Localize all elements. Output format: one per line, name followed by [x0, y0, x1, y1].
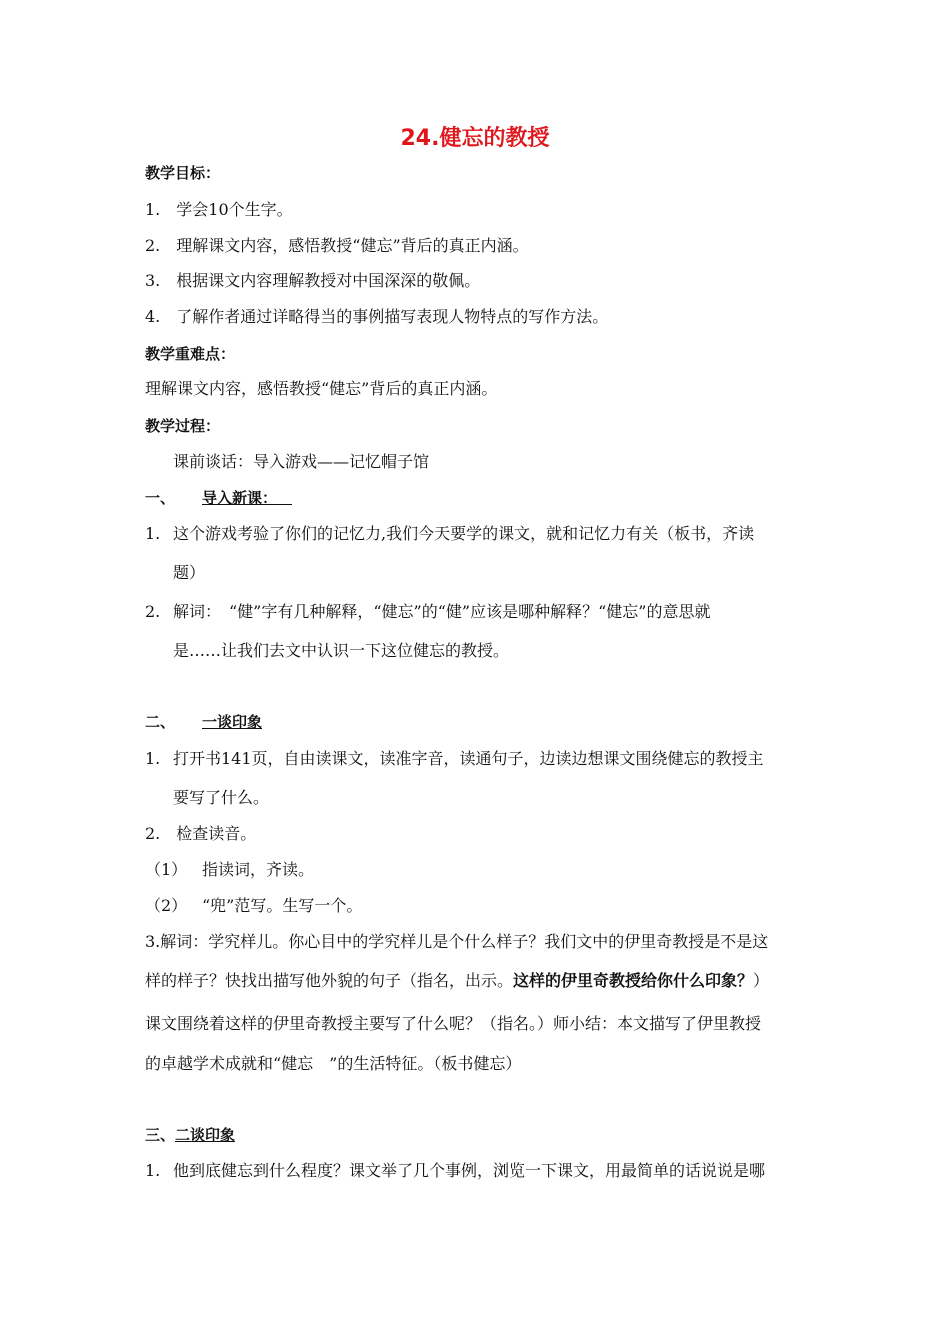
paragraph-line: 他到底健忘到什么程度？课文举了几个事例，浏览一下课文，用最简单的话说说是哪	[173, 1161, 766, 1180]
paragraph-line: 课文围绕着这样的伊里奇教授主要写了什么呢？（指名。）师小结：本文描写了伊里教授	[145, 1014, 762, 1033]
part-title: 导入新课：	[202, 489, 278, 507]
paragraph-line: 解词： “健”字有几种解释，“健忘”的“健”应该是哪种解释？“健忘”的意思就	[173, 602, 711, 621]
sub-item-text: 指读词，齐读。	[202, 860, 315, 879]
goal-item: 2. 理解课文内容，感悟教授“健忘”背后的真正内涵。	[145, 236, 529, 255]
sub-item-text: “兜”范写。生写一个。	[202, 896, 363, 915]
part-title: 二谈印象	[175, 1126, 236, 1144]
goal-item: 3. 根据课文内容理解教授对中国深深的敬佩。	[145, 271, 481, 290]
paragraph-line: 的卓越学术成就和“健忘 ”的生活特征。（板书健忘）	[145, 1054, 522, 1073]
sub-item-number: （1）	[145, 860, 188, 879]
section-heading-process: 教学过程：	[145, 417, 221, 435]
sub-item-number: （2）	[145, 896, 188, 915]
part-number: 二、	[145, 713, 176, 731]
bold-question: 这样的伊里奇教授给你什么印象？	[513, 971, 754, 990]
part-heading: 三、二谈印象	[145, 1126, 236, 1144]
paragraph-line: 样的样子？快找出描写他外貌的句子（指名，出示。这样的伊里奇教授给你什么印象？）	[145, 971, 770, 990]
page-title: 24.健忘的教授	[400, 126, 550, 151]
list-item-number: 1.	[145, 749, 161, 768]
paragraph-line: 要写了什么。	[173, 788, 270, 807]
paragraph-line: 3.解词：学究样儿。你心目中的学究样儿是个什么样子？我们文中的伊里奇教授是不是这	[145, 932, 769, 951]
list-item-number: 1.	[145, 1161, 161, 1180]
part-title: 一谈印象	[202, 713, 263, 731]
section-heading-key-points: 教学重难点：	[145, 345, 236, 363]
paragraph-line: 是……让我们去文中认识一下这位健忘的教授。	[173, 641, 510, 660]
list-item-number: 1.	[145, 524, 161, 543]
part-number: 一、	[145, 489, 176, 507]
paragraph-line: 这个游戏考验了你们的记忆力,我们今天要学的课文，就和记忆力有关（板书，齐读	[173, 524, 755, 543]
list-item-number: 2.	[145, 602, 161, 621]
goal-item: 1. 学会10个生字。	[145, 200, 293, 219]
section-heading-goals: 教学目标：	[145, 164, 221, 182]
paragraph-line: 打开书141页，自由读课文，读准字音，读通句子，边读边想课文围绕健忘的教授主	[173, 749, 764, 768]
goal-item: 4. 了解作者通过详略得当的事例描写表现人物特点的写作方法。	[145, 307, 609, 326]
pre-class-talk: 课前谈话：导入游戏——记忆帽子馆	[173, 452, 430, 471]
list-item: 2. 检查读音。	[145, 824, 257, 843]
key-points-text: 理解课文内容，感悟教授“健忘”背后的真正内涵。	[145, 379, 498, 398]
paragraph-line: 题）	[173, 563, 206, 582]
